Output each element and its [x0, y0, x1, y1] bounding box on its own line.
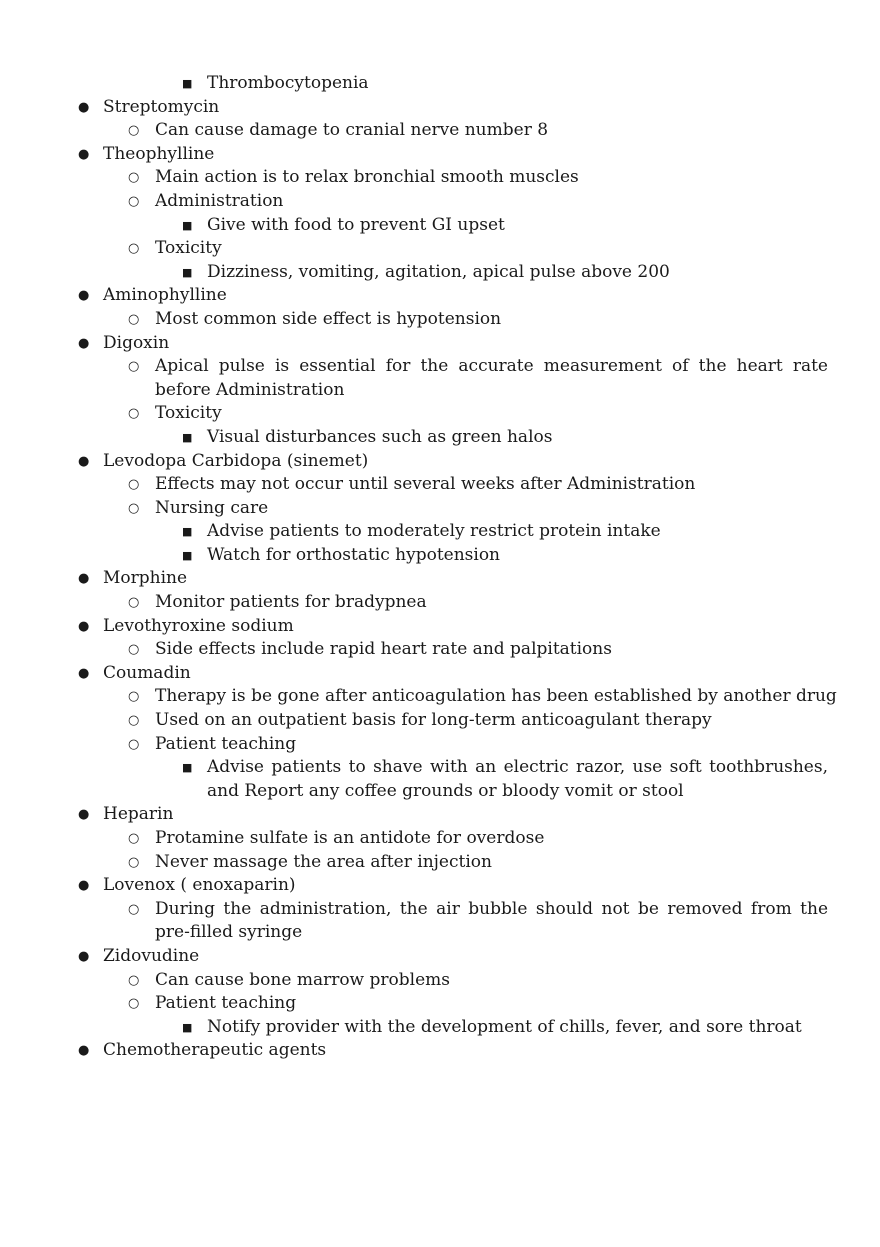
list-item-text: Never massage the area after injection — [155, 851, 492, 872]
square-bullet-icon: ■ — [182, 430, 193, 444]
list-item-text: Zidovudine — [103, 945, 200, 966]
list-item-text: Morphine — [103, 568, 188, 589]
list-item — [0, 450, 880, 474]
square-bullet-icon: ■ — [182, 218, 193, 232]
hollow-circle-bullet-icon: ○ — [128, 689, 140, 705]
list-item — [0, 567, 880, 591]
list-item-text: Patient teaching — [155, 733, 297, 754]
list-item-text: Toxicity — [155, 238, 222, 259]
hollow-circle-bullet-icon: ○ — [128, 854, 140, 870]
hollow-circle-bullet-icon: ○ — [128, 972, 140, 988]
sub-list-item — [0, 591, 880, 615]
filled-circle-bullet-icon: ● — [78, 1043, 90, 1059]
list-item-text: Chemotherapeutic agents — [103, 1040, 327, 1061]
hollow-circle-bullet-icon: ○ — [128, 193, 140, 209]
list-item-text: Monitor patients for bradypnea — [155, 592, 427, 613]
hollow-circle-bullet-icon: ○ — [128, 736, 140, 752]
hollow-circle-bullet-icon: ○ — [128, 901, 140, 917]
list-item-text: Therapy is be gone after anticoagulation has been established by another drug — [155, 686, 837, 707]
list-item-text: Main action is to relax bronchial smooth muscles — [155, 167, 579, 188]
list-item-text: Coumadin — [103, 662, 191, 683]
hollow-circle-bullet-icon: ○ — [128, 996, 140, 1012]
filled-circle-bullet-icon: ● — [78, 618, 90, 634]
list-item-text: Administration — [155, 190, 284, 211]
list-item-text: Theophylline — [103, 143, 215, 164]
square-bullet-icon: ■ — [182, 1020, 193, 1034]
hollow-circle-bullet-icon: ○ — [128, 595, 140, 611]
square-bullet-icon: ■ — [182, 548, 193, 562]
list-item-text: Can cause damage to cranial nerve number 8 — [155, 120, 549, 141]
list-item-text: During the administration, the air bubble should not be removed from the pre-filled syringe — [155, 898, 828, 943]
list-item — [0, 96, 880, 120]
hollow-circle-bullet-icon: ○ — [128, 642, 140, 658]
list-item-text: Advise patients to shave with an electric razor, use soft toothbrushes, and Report any coffee grounds or bloody vomit or stool — [207, 757, 828, 801]
list-item-text: Aminophylline — [103, 285, 227, 306]
list-item-text: Patient teaching — [155, 993, 297, 1014]
filled-circle-bullet-icon: ● — [78, 335, 90, 351]
sub-sub-list-item — [0, 214, 880, 238]
sub-list-item — [0, 969, 880, 993]
list-item-text: Watch for orthostatic hypotension — [207, 544, 501, 565]
sub-list-item — [0, 992, 880, 1016]
hollow-circle-bullet-icon: ○ — [128, 241, 140, 257]
filled-circle-bullet-icon: ● — [78, 807, 90, 823]
sub-list-item — [0, 402, 880, 426]
hollow-circle-bullet-icon: ○ — [128, 713, 140, 729]
list-item-text: Digoxin — [103, 332, 170, 353]
filled-circle-bullet-icon: ● — [78, 948, 90, 964]
sub-list-item — [0, 473, 880, 497]
list-item-text: Give with food to prevent GI upset — [207, 214, 505, 235]
sub-list-item — [0, 497, 880, 521]
filled-circle-bullet-icon: ● — [78, 571, 90, 587]
sub-sub-list-item — [0, 261, 880, 285]
hollow-circle-bullet-icon: ○ — [128, 406, 140, 422]
list-item — [0, 874, 880, 898]
hollow-circle-bullet-icon: ○ — [128, 500, 140, 516]
list-item — [0, 945, 880, 969]
sub-sub-list-item — [0, 544, 880, 568]
list-item-text: Thrombocytopenia — [207, 73, 369, 93]
filled-circle-bullet-icon: ● — [78, 288, 90, 304]
list-item-text: Heparin — [103, 804, 174, 825]
sub-list-item — [0, 638, 880, 662]
list-item-text: Toxicity — [155, 403, 222, 424]
hollow-circle-bullet-icon: ○ — [128, 477, 140, 493]
list-item — [0, 284, 880, 308]
square-bullet-icon: ■ — [182, 265, 193, 279]
sub-list-item — [0, 119, 880, 143]
list-item — [0, 803, 880, 827]
square-bullet-icon: ■ — [182, 761, 193, 775]
hollow-circle-bullet-icon: ○ — [128, 123, 140, 139]
sub-list-item — [0, 355, 880, 402]
list-item — [0, 332, 880, 356]
list-item-text: Levodopa Carbidopa (sinemet) — [103, 450, 369, 471]
square-bullet-icon: ■ — [182, 525, 193, 539]
list-item — [0, 662, 880, 686]
list-item-text: Side effects include rapid heart rate and palpitations — [155, 639, 612, 660]
filled-circle-bullet-icon: ● — [78, 453, 90, 469]
sub-sub-list-item — [0, 756, 880, 803]
filled-circle-bullet-icon: ● — [78, 146, 90, 162]
sub-sub-list-item — [0, 520, 880, 544]
sub-list-item — [0, 898, 880, 945]
sub-list-item — [0, 190, 880, 214]
hollow-circle-bullet-icon: ○ — [128, 359, 140, 375]
filled-circle-bullet-icon: ● — [78, 99, 90, 115]
square-bullet-icon: ■ — [182, 77, 193, 90]
list-item-text: Streptomycin — [103, 96, 220, 117]
sub-list-item — [0, 851, 880, 875]
filled-circle-bullet-icon: ● — [78, 878, 90, 894]
list-item-text: Advise patients to moderately restrict protein intake — [207, 521, 661, 542]
list-item-text: Most common side effect is hypotension — [155, 308, 502, 329]
sub-list-item — [0, 709, 880, 733]
sub-list-item — [0, 237, 880, 261]
sub-sub-list-item — [0, 72, 880, 96]
list-item-text: Protamine sulfate is an antidote for overdose — [155, 828, 545, 848]
document-page — [0, 72, 880, 1063]
list-item — [0, 615, 880, 639]
list-item-text: Levothyroxine sodium — [103, 615, 294, 636]
list-item-text: Effects may not occur until several weeks after Administration — [155, 474, 696, 495]
list-item-text: Visual disturbances such as green halos — [207, 426, 553, 447]
list-item — [0, 1039, 880, 1063]
sub-list-item — [0, 685, 880, 709]
list-item-text: Dizziness, vomiting, agitation, apical pulse above 200 — [207, 261, 670, 282]
list-item — [0, 143, 880, 167]
list-item-text: Notify provider with the development of chills, fever, and sore throat — [207, 1016, 802, 1037]
list-item-text: Can cause bone marrow problems — [155, 969, 450, 990]
hollow-circle-bullet-icon: ○ — [128, 170, 140, 186]
list-item-text: Nursing care — [155, 497, 269, 518]
list-item-text: Lovenox ( enoxaparin) — [103, 875, 296, 896]
hollow-circle-bullet-icon: ○ — [128, 831, 140, 846]
sub-list-item — [0, 827, 880, 851]
sub-list-item — [0, 308, 880, 332]
list-item-text: Apical pulse is essential for the accurate measurement of the heart rate before Administration — [155, 356, 828, 400]
sub-list-item — [0, 733, 880, 757]
filled-circle-bullet-icon: ● — [78, 665, 90, 681]
list-item-text: Used on an outpatient basis for long-term anticoagulant therapy — [155, 710, 712, 731]
sub-sub-list-item — [0, 426, 880, 450]
hollow-circle-bullet-icon: ○ — [128, 311, 140, 327]
sub-sub-list-item — [0, 1016, 880, 1040]
sub-list-item — [0, 166, 880, 190]
